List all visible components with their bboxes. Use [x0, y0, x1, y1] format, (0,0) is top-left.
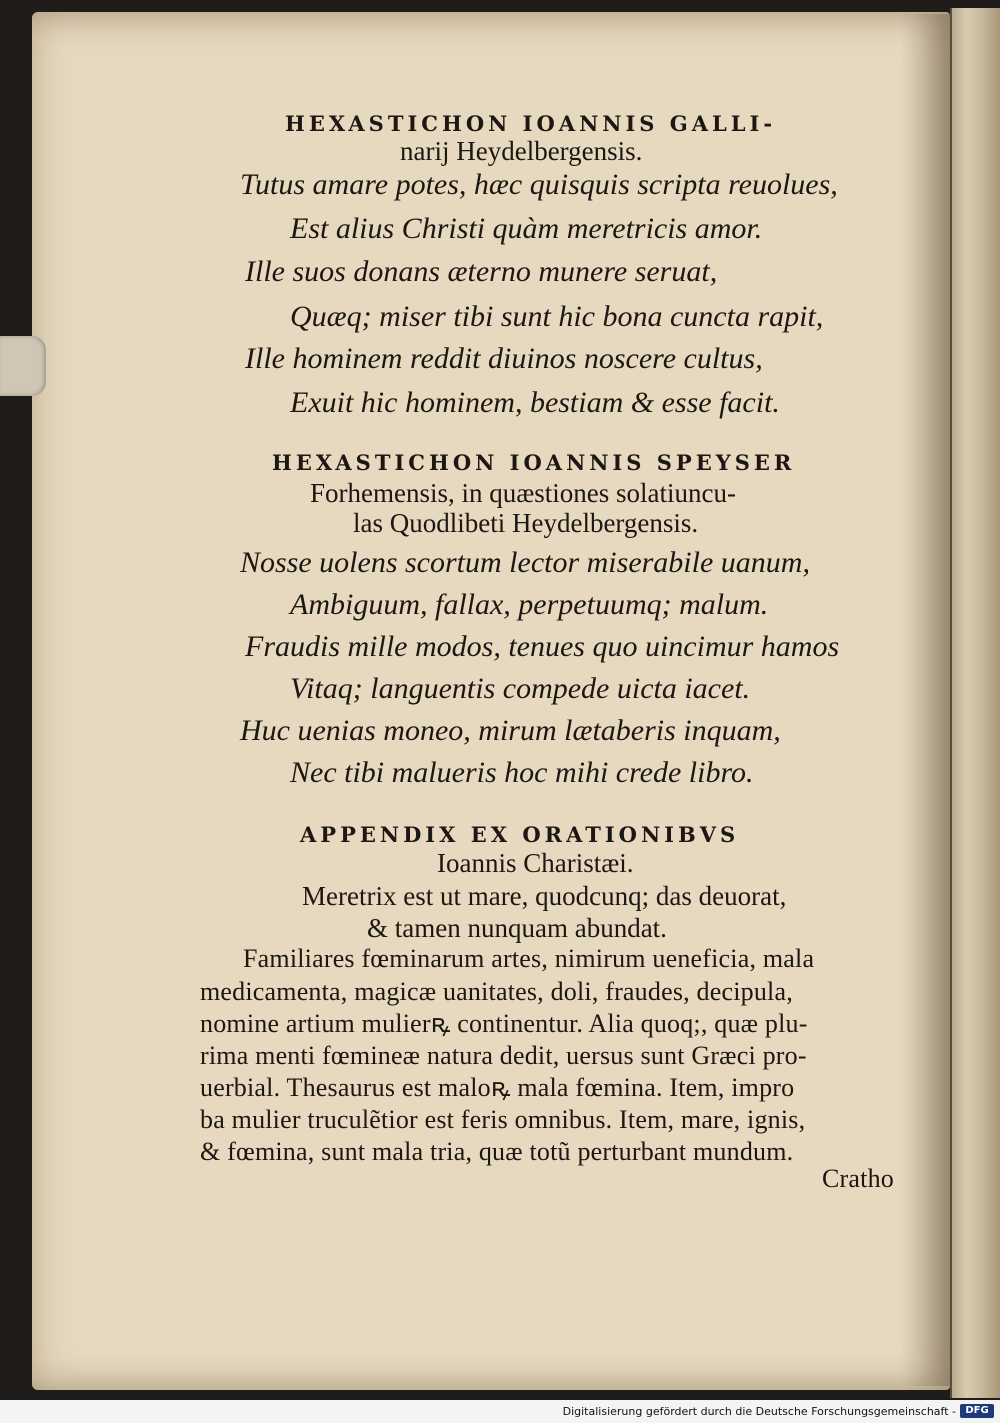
poem-2-line-1: Nosse uolens scortum lector miserabile uanum, [240, 546, 810, 579]
footer-bar [0, 1400, 1000, 1423]
heading-3-line-1: APPENDIX EX ORATIONIBVS [300, 822, 740, 847]
poem-2-line-2: Ambiguum, fallax, perpetuumq; malum. [290, 588, 769, 621]
heading-3-line-2: Ioannis Charistæi. [437, 848, 634, 878]
poem-1-line-4: Quæq; miser tibi sunt hic bona cuncta rapit, [290, 300, 824, 333]
heading-1-line-2: narij Heydelbergensis. [400, 136, 643, 166]
heading-2-line-3: las Quodlibeti Heydelbergensis. [353, 508, 699, 538]
footer-credit: Digitalisierung gefördert durch die Deutsche Forschungsgemeinschaft - [562, 1405, 956, 1418]
poem-1-line-6: Exuit hic hominem, bestiam & esse facit. [290, 386, 780, 419]
dfg-logo: DFG [960, 1404, 994, 1418]
poem-2-line-6: Nec tibi malueris hoc mihi crede libro. [290, 756, 754, 789]
heading-2-line-2: Forhemensis, in quæstiones solatiuncu- [310, 478, 736, 508]
maxim-line-1: Meretrix est ut mare, quodcunq; das deuorat, [302, 881, 787, 911]
heading-2-line-1: HEXASTICHON IOANNIS SPEYSER [272, 450, 796, 475]
prose-line-2: medicamenta, magicæ uanitates, doli, fraudes, decipula, [200, 977, 793, 1006]
prose-line-3: nomine artium mulierꝶ continentur. Alia quoq;, quæ plu- [200, 1009, 808, 1038]
poem-2-line-4: Vitaq; languentis compede uicta iacet. [290, 672, 751, 705]
poem-2-line-3: Fraudis mille modos, tenues quo uincimur hamos [245, 630, 840, 663]
prose-line-5: uerbial. Thesaurus est maloꝶ mala fœmina. Item, impro [200, 1073, 795, 1102]
prose-line-6: ba mulier truculẽtior est feris omnibus. Item, mare, ignis, [200, 1105, 806, 1134]
poem-1-line-3: Ille suos donans æterno munere seruat, [245, 255, 718, 288]
poem-1-line-5: Ille hominem reddit diuinos noscere cultus, [245, 342, 763, 375]
poem-1-line-2: Est alius Christi quàm meretricis amor. [290, 212, 763, 245]
prose-line-7: & fœmina, sunt mala tria, quæ totũ perturbant mundum. [200, 1137, 794, 1166]
prose-line-4: rima menti fœmineæ natura dedit, uersus sunt Græci pro- [200, 1041, 807, 1070]
poem-2-line-5: Huc uenias moneo, mirum lætaberis inquam, [240, 714, 781, 747]
poem-1-line-1: Tutus amare potes, hæc quisquis scripta reuolues, [240, 168, 838, 201]
catchword: Cratho [822, 1164, 894, 1193]
prose-line-1: Familiares fœminarum artes, nimirum ueneficia, mala [243, 944, 815, 973]
heading-1-line-1: HEXASTICHON IOANNIS GALLI- [285, 111, 777, 136]
maxim-line-2: & tamen nunquam abundat. [367, 913, 667, 943]
